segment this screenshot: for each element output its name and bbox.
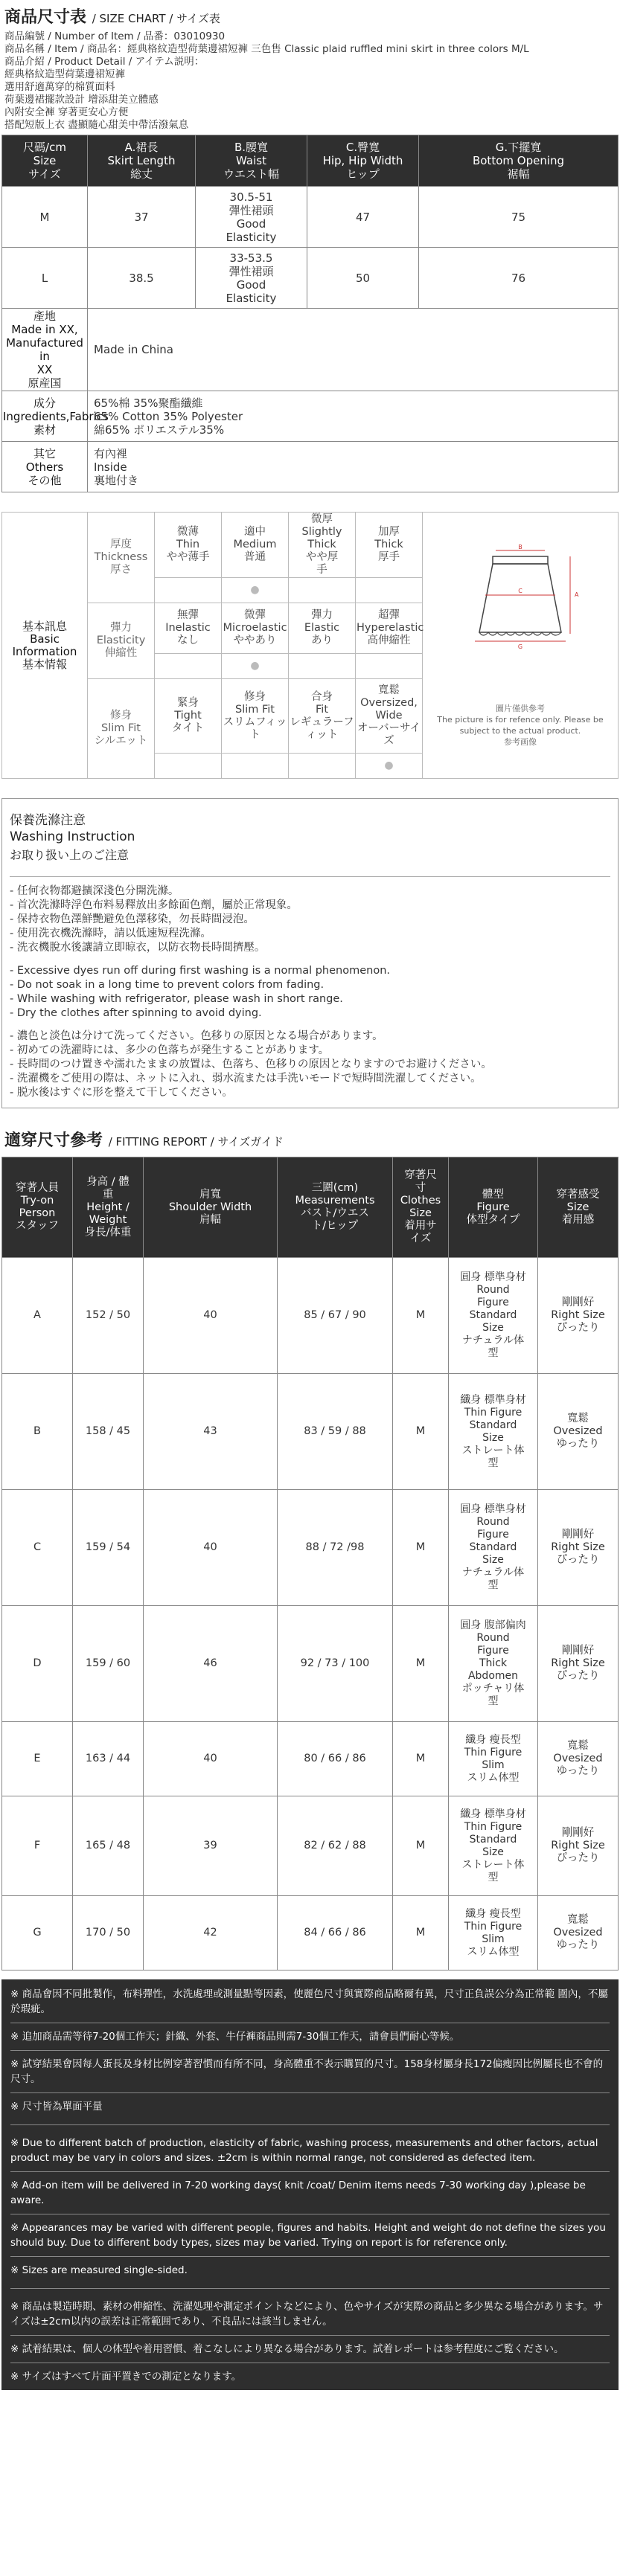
- fitting-report-title: 適穿尺寸參考 / FITTING REPORT / サイズガイド: [4, 1131, 284, 1150]
- header-bottom-opening: G.下擺寬 Bottom Opening 裾幅: [419, 135, 619, 187]
- thickness-thick: 加厚 Thick 厚手: [356, 513, 423, 578]
- fit-row: [2, 1606, 619, 1722]
- wash-line: - 濃色と淡色は分けて洗ってください。色移りの原因となる場合があります。: [10, 1030, 383, 1042]
- skirt-diagram-icon: [450, 543, 591, 699]
- product-detail-label: 商品介紹 / Product Detail / アイテム説明：: [4, 56, 205, 68]
- fit-oversized: 寬鬆 Oversized, Wide オーバーサイズ: [356, 679, 423, 754]
- shoulder-width: 39: [144, 1796, 278, 1896]
- size-row-m: [2, 187, 619, 248]
- shoulder-width: 43: [144, 1374, 278, 1490]
- wash-line: - 脱水後はすぐに形を整えて干してください。: [10, 1087, 233, 1099]
- person-id: D: [2, 1606, 73, 1722]
- skirt-length-value: 38.5: [88, 248, 196, 309]
- header-hip: C.臀寬 Hip, Hip Width ヒップ: [307, 135, 419, 187]
- measurements: 84 / 66 / 86: [278, 1896, 393, 1970]
- note-line: ※ 尺寸皆為單面平量: [10, 2101, 103, 2113]
- header-measurements: 三圍(cm) Measurements バスト/ウエス ト/ヒップ: [278, 1157, 393, 1258]
- waist-value: 33-53.5 彈性裙頭 Good Elasticity: [196, 248, 307, 309]
- note-line: ※ サイズはすべて片面平置きでの測定となります。: [10, 2371, 242, 2383]
- page: [1, 0, 619, 2390]
- wash-line: - 長時間のつけ置きや濡れたままの放置は、色落ち、色移りの原因となりますのでお避けください。: [10, 1059, 492, 1070]
- basic-info-label: 基本訊息 Basic Information 基本情報: [2, 513, 88, 779]
- fit-feel: 剛剛好 Right Size ぴったり: [538, 1258, 619, 1374]
- fabric-row: [2, 391, 619, 442]
- fit-feel: 寬鬆 Ovesized ゆったり: [538, 1374, 619, 1490]
- wash-title-en: Washing Instruction: [10, 829, 135, 844]
- item-number: 商品編號 / Number of Item / 品番：03010930: [4, 30, 226, 42]
- size-chart-subtitle: / SIZE CHART / サイズ表: [92, 12, 220, 25]
- measurements: 83 / 59 / 88: [278, 1374, 393, 1490]
- image-caption: 圖片僅供參考 The picture is for refence only. Please be subject to the actual product. 参考画像: [437, 704, 604, 747]
- figure-type: 纖身 瘦長型 Thin Figure Slim スリム体型: [449, 1722, 538, 1796]
- elasticity-hyperelastic: 超彈 Hyperelastic 高伸縮性: [356, 603, 423, 654]
- thickness-medium: 適中 Medium 普通: [222, 513, 289, 578]
- hip-value: 47: [307, 187, 419, 248]
- divider: [10, 2171, 610, 2172]
- header-shoulder: 肩寬 Shoulder Width 肩幅: [144, 1157, 278, 1258]
- clothes-size: M: [393, 1490, 449, 1606]
- divider: [10, 2288, 610, 2289]
- clothes-size: M: [393, 1796, 449, 1896]
- fabric-value: 65%棉 35%聚酯纖維 65% Cotton 35% Polyester 綿65% ポリエステル35%: [88, 391, 619, 442]
- fit-row: [2, 1896, 619, 1970]
- fit-label: 修身 Slim Fit シルエット: [88, 679, 155, 779]
- thickness-label: 厚度 Thickness 厚さ: [88, 513, 155, 603]
- wash-line: - Excessive dyes run off during first washing is a normal phenomenon.: [10, 965, 390, 977]
- divider: [10, 876, 610, 877]
- svg-text:G: G: [517, 643, 523, 650]
- notes-panel: [1, 1979, 619, 2390]
- header-clothes-size: 穿著尺 寸 Clothes Size 着用サ イズ: [393, 1157, 449, 1258]
- measurements: 80 / 66 / 86: [278, 1722, 393, 1796]
- divider: [10, 2124, 610, 2125]
- wash-line: - 洗衣機脫水後讓請立即晾衣，以防衣物長時間擠壓。: [10, 942, 266, 954]
- divider: [10, 2050, 610, 2051]
- measurements: 92 / 73 / 100: [278, 1606, 393, 1722]
- fit-regular: 合身 Fit レギュラーフィット: [289, 679, 356, 754]
- wash-line: - Do not soak in a long time to prevent colors from fading.: [10, 979, 325, 991]
- divider: [10, 2335, 610, 2336]
- thickness-slightly-thick: 微厚 Slightly Thick やや厚 手: [289, 513, 356, 578]
- note-line: ※ 追加商品需等待7-20個工作天；針織、外套、牛仔褲商品則需7-30個工作天，請會員們耐心等候。: [10, 2031, 460, 2043]
- size-chart-title-zh: 商品尺寸表: [4, 8, 87, 27]
- fit-row: [2, 1374, 619, 1490]
- header-person: 穿著人員 Try-on Person スタッフ: [2, 1157, 73, 1258]
- elasticity-indicator: ●: [222, 654, 289, 679]
- fit-feel: 剛剛好 Right Size ぴったり: [538, 1796, 619, 1896]
- person-id: E: [2, 1722, 73, 1796]
- wash-line: - 任何衣物都避擴深淺色分開洗滌。: [10, 885, 179, 897]
- clothes-size: M: [393, 1722, 449, 1796]
- height-weight: 152 / 50: [73, 1258, 144, 1374]
- wash-title-zh: 保養洗滌注意: [10, 813, 86, 828]
- fit-feel: 剛剛好 Right Size ぴったり: [538, 1606, 619, 1722]
- fit-feel: 寬鬆 Ovesized ゆったり: [538, 1896, 619, 1970]
- fit-indicator: ●: [356, 754, 423, 779]
- clothes-size: M: [393, 1374, 449, 1490]
- waist-value: 30.5-51 彈性裙頭 Good Elasticity: [196, 187, 307, 248]
- size-row-l: [2, 248, 619, 309]
- elasticity-label: 彈力 Elasticity 伸縮性: [88, 603, 155, 679]
- svg-text:C: C: [518, 588, 522, 594]
- wash-line: - 洗濯機をご使用の際は、ネットに入れ、弱水流または手洗いモードで短時間洗濯してください。: [10, 1073, 482, 1085]
- note-line: ※ Sizes are measured single-sided.: [10, 2264, 188, 2276]
- fitting-report-table: [1, 1157, 619, 1970]
- header-waist: B.腰寬 Waist ウエスト幅: [196, 135, 307, 187]
- figure-type: 纖身 標準身材 Thin Figure Standard Size ストレート体 型: [449, 1374, 538, 1490]
- note-line: ※ Appearances may be varied with different people, figures and habits. Height and weight do not define the sizes you should buy. Due to different body types, sizes may be varied. Trying on report is for reference only.: [10, 2222, 606, 2249]
- person-id: A: [2, 1258, 73, 1374]
- note-line: ※ Add-on item will be delivered in 7-20 working days( knit /coat/ Denim items needs 7-30 working day ),please be aware.: [10, 2180, 586, 2206]
- height-weight: 159 / 60: [73, 1606, 144, 1722]
- note-line: ※ 試着結果は、個人の体型や着用習慣、着こなしにより異なる場合があります。試着レポートは参考程度にご覧ください。: [10, 2343, 564, 2355]
- svg-text:A: A: [575, 591, 579, 598]
- wash-line: - While washing with refrigerator, please wash in short range.: [10, 993, 343, 1005]
- detail-line: 選用舒適萬穿的棉質面料: [4, 81, 115, 93]
- person-id: G: [2, 1896, 73, 1970]
- others-row: [2, 442, 619, 492]
- elasticity-inelastic: 無彈 Inelastic なし: [155, 603, 222, 654]
- wash-line: - Dry the clothes after spinning to avoid dying.: [10, 1007, 262, 1019]
- origin-value: Made in China: [88, 309, 619, 391]
- wash-line: - 首次洗滌時浮色布料易釋放出多餘面色劑，屬於正常現象。: [10, 899, 298, 911]
- divider: [10, 2092, 610, 2093]
- bottom-value: 76: [419, 248, 619, 309]
- basic-info-table: [1, 512, 619, 779]
- size-table-header: [2, 135, 619, 187]
- hip-value: 50: [307, 248, 419, 309]
- item-name: 商品名稱 / Item / 商品名：經典格紋造型荷葉邊裙短褲 三色售 Classic plaid ruffled mini skirt in three colors M/L: [4, 43, 529, 55]
- person-id: F: [2, 1796, 73, 1896]
- wash-title-jp: お取り扱い上のご注意: [10, 848, 130, 862]
- origin-row: [2, 309, 619, 391]
- header-skirt-length: A.裙長 Skirt Length 総丈: [88, 135, 196, 187]
- size-chart-title: [1, 0, 619, 29]
- note-line: ※ 試穿結果會因每人蛋長及身材比例穿著習慣而有所不同，身高體重不表示購買的尺寸。158身材屬身長172偏瘦因比例屬長也不會的尺寸。: [10, 2058, 604, 2085]
- fit-row: [2, 1258, 619, 1374]
- thickness-indicator: ●: [222, 578, 289, 603]
- person-id: C: [2, 1490, 73, 1606]
- elasticity-elastic: 彈力 Elastic あり: [289, 603, 356, 654]
- shoulder-width: 40: [144, 1490, 278, 1606]
- size-label: M: [2, 187, 88, 248]
- fit-feel: 剛剛好 Right Size ぴったり: [538, 1490, 619, 1606]
- svg-text:B: B: [518, 544, 522, 550]
- wash-line: - 保持衣物色澤鮮艷避免色澤移染，勿長時間浸泡。: [10, 913, 255, 925]
- shoulder-width: 42: [144, 1896, 278, 1970]
- fit-row: [2, 1722, 619, 1796]
- measurements: 82 / 62 / 88: [278, 1796, 393, 1896]
- detail-line: 荷葉邊裙擺款設計 增添甜美立體感: [4, 94, 159, 106]
- detail-line: 搭配短版上衣 盡顯隨心甜美中帶活潑氣息: [4, 119, 189, 131]
- fit-row: [2, 1796, 619, 1896]
- height-weight: 158 / 45: [73, 1374, 144, 1490]
- product-info: [1, 29, 619, 135]
- person-id: B: [2, 1374, 73, 1490]
- skirt-illustration-cell: [423, 513, 619, 779]
- figure-type: 纖身 瘦長型 Thin Figure Slim スリム体型: [449, 1896, 538, 1970]
- detail-line: 內附安全褲 穿著更安心方便: [4, 106, 129, 118]
- size-label: L: [2, 248, 88, 309]
- others-value: 有內裡 Inside 裏地付き: [88, 442, 619, 492]
- skirt-length-value: 37: [88, 187, 196, 248]
- fit-header: [2, 1157, 619, 1258]
- clothes-size: M: [393, 1896, 449, 1970]
- detail-line: 經典格紋造型荷葉邊裙短褲: [4, 68, 125, 80]
- header-feel: 穿著感受 Size 着用感: [538, 1157, 619, 1258]
- fit-slim: 修身 Slim Fit スリムフィット: [222, 679, 289, 754]
- wash-line: - 初めての洗濯時には、多少の色落ちが発生することがあります。: [10, 1044, 330, 1056]
- figure-type: 纖身 標準身材 Thin Figure Standard Size ストレート体 型: [449, 1796, 538, 1896]
- height-weight: 165 / 48: [73, 1796, 144, 1896]
- fit-row: [2, 1490, 619, 1606]
- fit-tight: 緊身 Tight タイト: [155, 679, 222, 754]
- header-height-weight: 身高 / 體 重 Height / Weight 身長/体重: [73, 1157, 144, 1258]
- measurements: 85 / 67 / 90: [278, 1258, 393, 1374]
- header-size: 尺碼/cm Size サイズ: [2, 135, 88, 187]
- measurements: 88 / 72 /98: [278, 1490, 393, 1606]
- wash-line: - 使用洗衣機洗滌時，請以低速短程洗滌。: [10, 928, 211, 939]
- origin-label: 產地 Made in XX, Manufactured in XX 原産国: [2, 309, 88, 391]
- note-line: ※ 商品會因不同批製作，布料彈性，水洗處理或測量點等因素，使麗色尺寸與實際商品略爾有異，尺寸正負誤公分為正常範 圍內，不屬於瑕疵。: [10, 1988, 608, 2015]
- figure-type: 圓身 標準身材 Round Figure Standard Size ナチュラル体 型: [449, 1490, 538, 1606]
- others-label: 其它 Others その他: [2, 442, 88, 492]
- size-table: [1, 135, 619, 492]
- washing-instruction: [1, 798, 619, 1108]
- divider: [10, 2256, 610, 2257]
- note-line: ※ 商品は製造時期、素材の伸縮性、洗濯処理や測定ポイントなどにより、色やサイズが実際の商品と多少異なる場合があります。サイズは±2cm以内の誤差は正常範囲であり、不良品には該当しません。: [10, 2301, 604, 2328]
- height-weight: 170 / 50: [73, 1896, 144, 1970]
- shoulder-width: 40: [144, 1258, 278, 1374]
- clothes-size: M: [393, 1258, 449, 1374]
- height-weight: 159 / 54: [73, 1490, 144, 1606]
- shoulder-width: 46: [144, 1606, 278, 1722]
- figure-type: 圓身 標準身材 Round Figure Standard Size ナチュラル体 型: [449, 1258, 538, 1374]
- elasticity-microelastic: 微彈 Microelastic ややあり: [222, 603, 289, 654]
- thickness-thin: 微薄 Thin やや薄手: [155, 513, 222, 578]
- shoulder-width: 40: [144, 1722, 278, 1796]
- fit-feel: 寬鬆 Ovesized ゆったり: [538, 1722, 619, 1796]
- bottom-value: 75: [419, 187, 619, 248]
- clothes-size: M: [393, 1606, 449, 1722]
- header-figure: 體型 Figure 体型タイプ: [449, 1157, 538, 1258]
- height-weight: 163 / 44: [73, 1722, 144, 1796]
- figure-type: 圓身 腹部偏肉 Round Figure Thick Abdomen ポッチャリ体 型: [449, 1606, 538, 1722]
- note-line: ※ Due to different batch of production, elasticity of fabric, washing process, measurements and other factors, actual product may be vary in colors and sizes. ±2cm is within normal range, not considered as defected item.: [10, 2137, 598, 2164]
- fabric-label: 成分 Ingredients,Fabrics 素材: [2, 391, 88, 442]
